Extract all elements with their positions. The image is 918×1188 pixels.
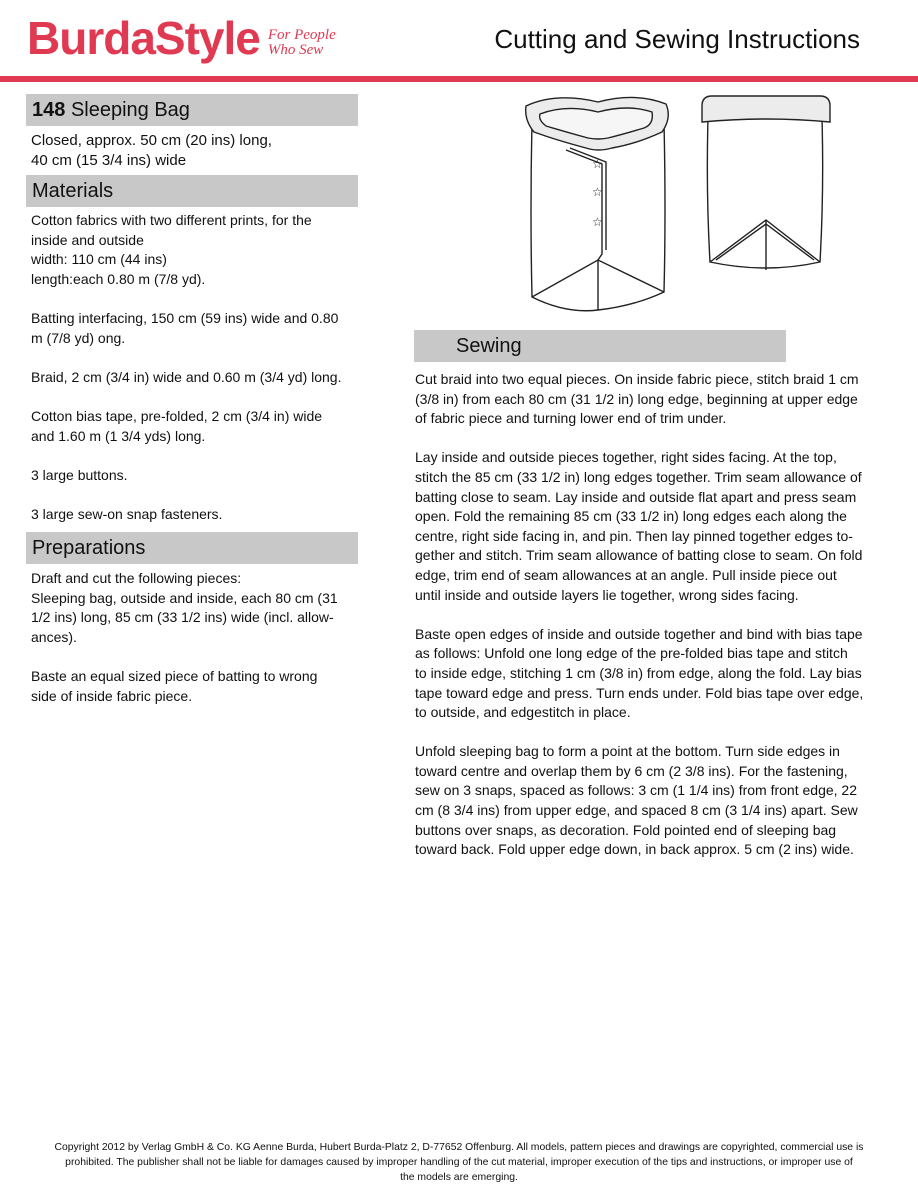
materials-fabric-line4: length:each 0.80 m (7/8 yd). (31, 270, 206, 287)
materials-bias-tape (31, 407, 371, 446)
sewing-p4-line: cm (8 3/4 ins) from upper edge, and spaced 8 cm (3 1/4 ins) apart. Sew (415, 802, 858, 819)
pattern-heading (26, 94, 358, 126)
preparations-p1 (31, 569, 371, 647)
svg-text:☆: ☆ (592, 157, 603, 171)
materials-text (31, 211, 371, 525)
document-title: Cutting and Sewing Instructions (494, 24, 860, 54)
pattern-size-line2: 40 cm (15 3/4 ins) wide (31, 152, 187, 169)
page-header (0, 0, 918, 86)
materials-fabric-line2: inside and outside (31, 231, 144, 248)
preparations-heading: Preparations (26, 532, 358, 564)
sewing-p1 (415, 370, 910, 429)
preparations-p2-line1: Baste an equal sized piece of batting to wrong (31, 667, 318, 684)
sewing-p2-line: open. Fold the remaining 85 cm (33 1/2 in) long edges each along the (415, 508, 847, 525)
sewing-p1-line: Cut braid into two equal pieces. On inside fabric piece, stitch braid 1 cm (415, 371, 859, 387)
pattern-name: Sleeping Bag (70, 99, 190, 121)
sewing-p2 (415, 448, 910, 605)
pattern-size (31, 131, 361, 171)
pattern-number: 148 (32, 99, 66, 121)
sewing-p2-line: gether and stitch. Trim seam allowance of batting close to seam. On fold (415, 547, 863, 564)
materials-fabric-line1: Cotton fabrics with two different prints, for the (31, 212, 312, 228)
sewing-p2-line: edge, trim end of seam allowances at an angle. Pull inside piece out (415, 566, 837, 583)
sewing-p1-line: (3/8 in) from each 80 cm (31 1/2 in) long edge, beginning at upper edge (415, 390, 858, 407)
footer-line2: prohibited. The publisher shall not be liable for damages caused by improper handling of the cut material, improper execution of the tips and instructions, or improper use of (65, 1157, 853, 1168)
sewing-p4-line: Unfold sleeping bag to form a point at the bottom. Turn side edges in (415, 743, 840, 760)
materials-batting (31, 309, 371, 348)
sewing-text (415, 370, 910, 860)
pattern-size-line1: Closed, approx. 50 cm (20 ins) long, (31, 132, 272, 149)
sewing-p3-line: to outside, and edgestitch in place. (415, 704, 631, 721)
preparations-p2-line2: side of inside fabric piece. (31, 687, 193, 704)
sewing-p2-line: batting close to seam. Lay inside and outside flat apart and press seam (415, 488, 857, 505)
sewing-p4-line: buttons over snaps, as decoration. Fold pointed end of sleeping bag (415, 821, 837, 838)
footer-line3: the models are emerging. (400, 1172, 518, 1183)
logo-tagline-line1: For People (267, 27, 336, 43)
preparations-p1-line2: Sleeping bag, outside and inside, each 80 cm (31 (31, 589, 338, 606)
burdastyle-logo[interactable] (27, 10, 336, 66)
sleeping-bag-front-view (526, 97, 669, 310)
materials-heading: Materials (26, 175, 358, 207)
materials-batting-line2: m (7/8 yd) ong. (31, 329, 126, 346)
logo-tagline (268, 28, 336, 58)
materials-bias-line2: and 1.60 m (1 3/4 yds) long. (31, 427, 206, 444)
materials-batting-line1: Batting interfacing, 150 cm (59 ins) wide and 0.80 (31, 309, 339, 326)
materials-snaps: 3 large sew-on snap fasteners. (31, 505, 223, 522)
sewing-heading: Sewing (414, 330, 786, 362)
preparations-text (31, 569, 371, 706)
sewing-p3-line: tape toward edge and press. Turn ends under. Fold bias tape over edge, (415, 684, 864, 701)
sewing-p2-line: until inside and outside layers lie together, wrong sides facing. (415, 586, 799, 603)
preparations-p1-line1: Draft and cut the following pieces: (31, 570, 242, 586)
materials-fabric-line3: width: 110 cm (44 ins) (31, 251, 167, 268)
preparations-p2 (31, 667, 371, 706)
footer-line1: Copyright 2012 by Verlag GmbH & Co. KG Aenne Burda, Hubert Burda-Platz 2, D-77652 Offenburg. All models, pattern pieces and drawings are copyrighted, commercial use is (54, 1142, 864, 1153)
svg-text:☆: ☆ (592, 215, 603, 229)
sewing-p4-line: toward back. Fold upper edge down, in back approx. 5 cm (2 ins) wide. (415, 841, 854, 858)
materials-buttons: 3 large buttons. (31, 466, 128, 483)
preparations-p1-line3: 1/2 ins) long, 85 cm (33 1/2 ins) wide (incl. allow- (31, 609, 334, 626)
sewing-p3-line: as follows: Unfold one long edge of the pre-folded bias tape and stitch (415, 645, 848, 662)
sewing-p3-line: to inside edge, stitching 1 cm (3/8 in) from edge, along the fold. Lay bias (415, 664, 862, 681)
svg-text:☆: ☆ (592, 185, 603, 199)
sewing-p4-line: toward centre and overlap them by 6 cm (2 3/8 ins). For the fastening, (415, 762, 848, 779)
logo-wordmark: BurdaStyle (27, 12, 260, 64)
sewing-p2-line: Lay inside and outside pieces together, right sides facing. At the top, (415, 449, 837, 466)
header-divider (0, 76, 918, 82)
materials-braid: Braid, 2 cm (3/4 in) wide and 0.60 m (3/4 yd) long. (31, 368, 342, 385)
sewing-p4 (415, 742, 910, 860)
sewing-p4-line: sew on 3 snaps, spaced as follows: 3 cm (1 1/4 ins) from front edge, 22 (415, 782, 857, 799)
copyright-footer (20, 1140, 898, 1185)
materials-bias-line1: Cotton bias tape, pre-folded, 2 cm (3/4 in) wide (31, 407, 323, 424)
sewing-p3-line: Baste open edges of inside and outside together and bind with bias tape (415, 625, 863, 642)
sewing-p2-line: centre, right side facing in, and pin. Then lay pinned together edges to- (415, 527, 853, 544)
sewing-p1-line: of fabric piece and turning lower end of trim under. (415, 410, 727, 427)
sleeping-bag-back-view (702, 96, 830, 270)
logo-tagline-line2: Who Sew (267, 42, 324, 58)
sewing-p2-line: stitch the 85 cm (33 1/2 in) long edges together. Trim seam allowance of (415, 468, 862, 485)
materials-fabric (31, 211, 371, 289)
preparations-p1-line4: ances). (31, 628, 77, 645)
sewing-p3 (415, 625, 910, 723)
sleeping-bag-illustration (516, 92, 832, 314)
